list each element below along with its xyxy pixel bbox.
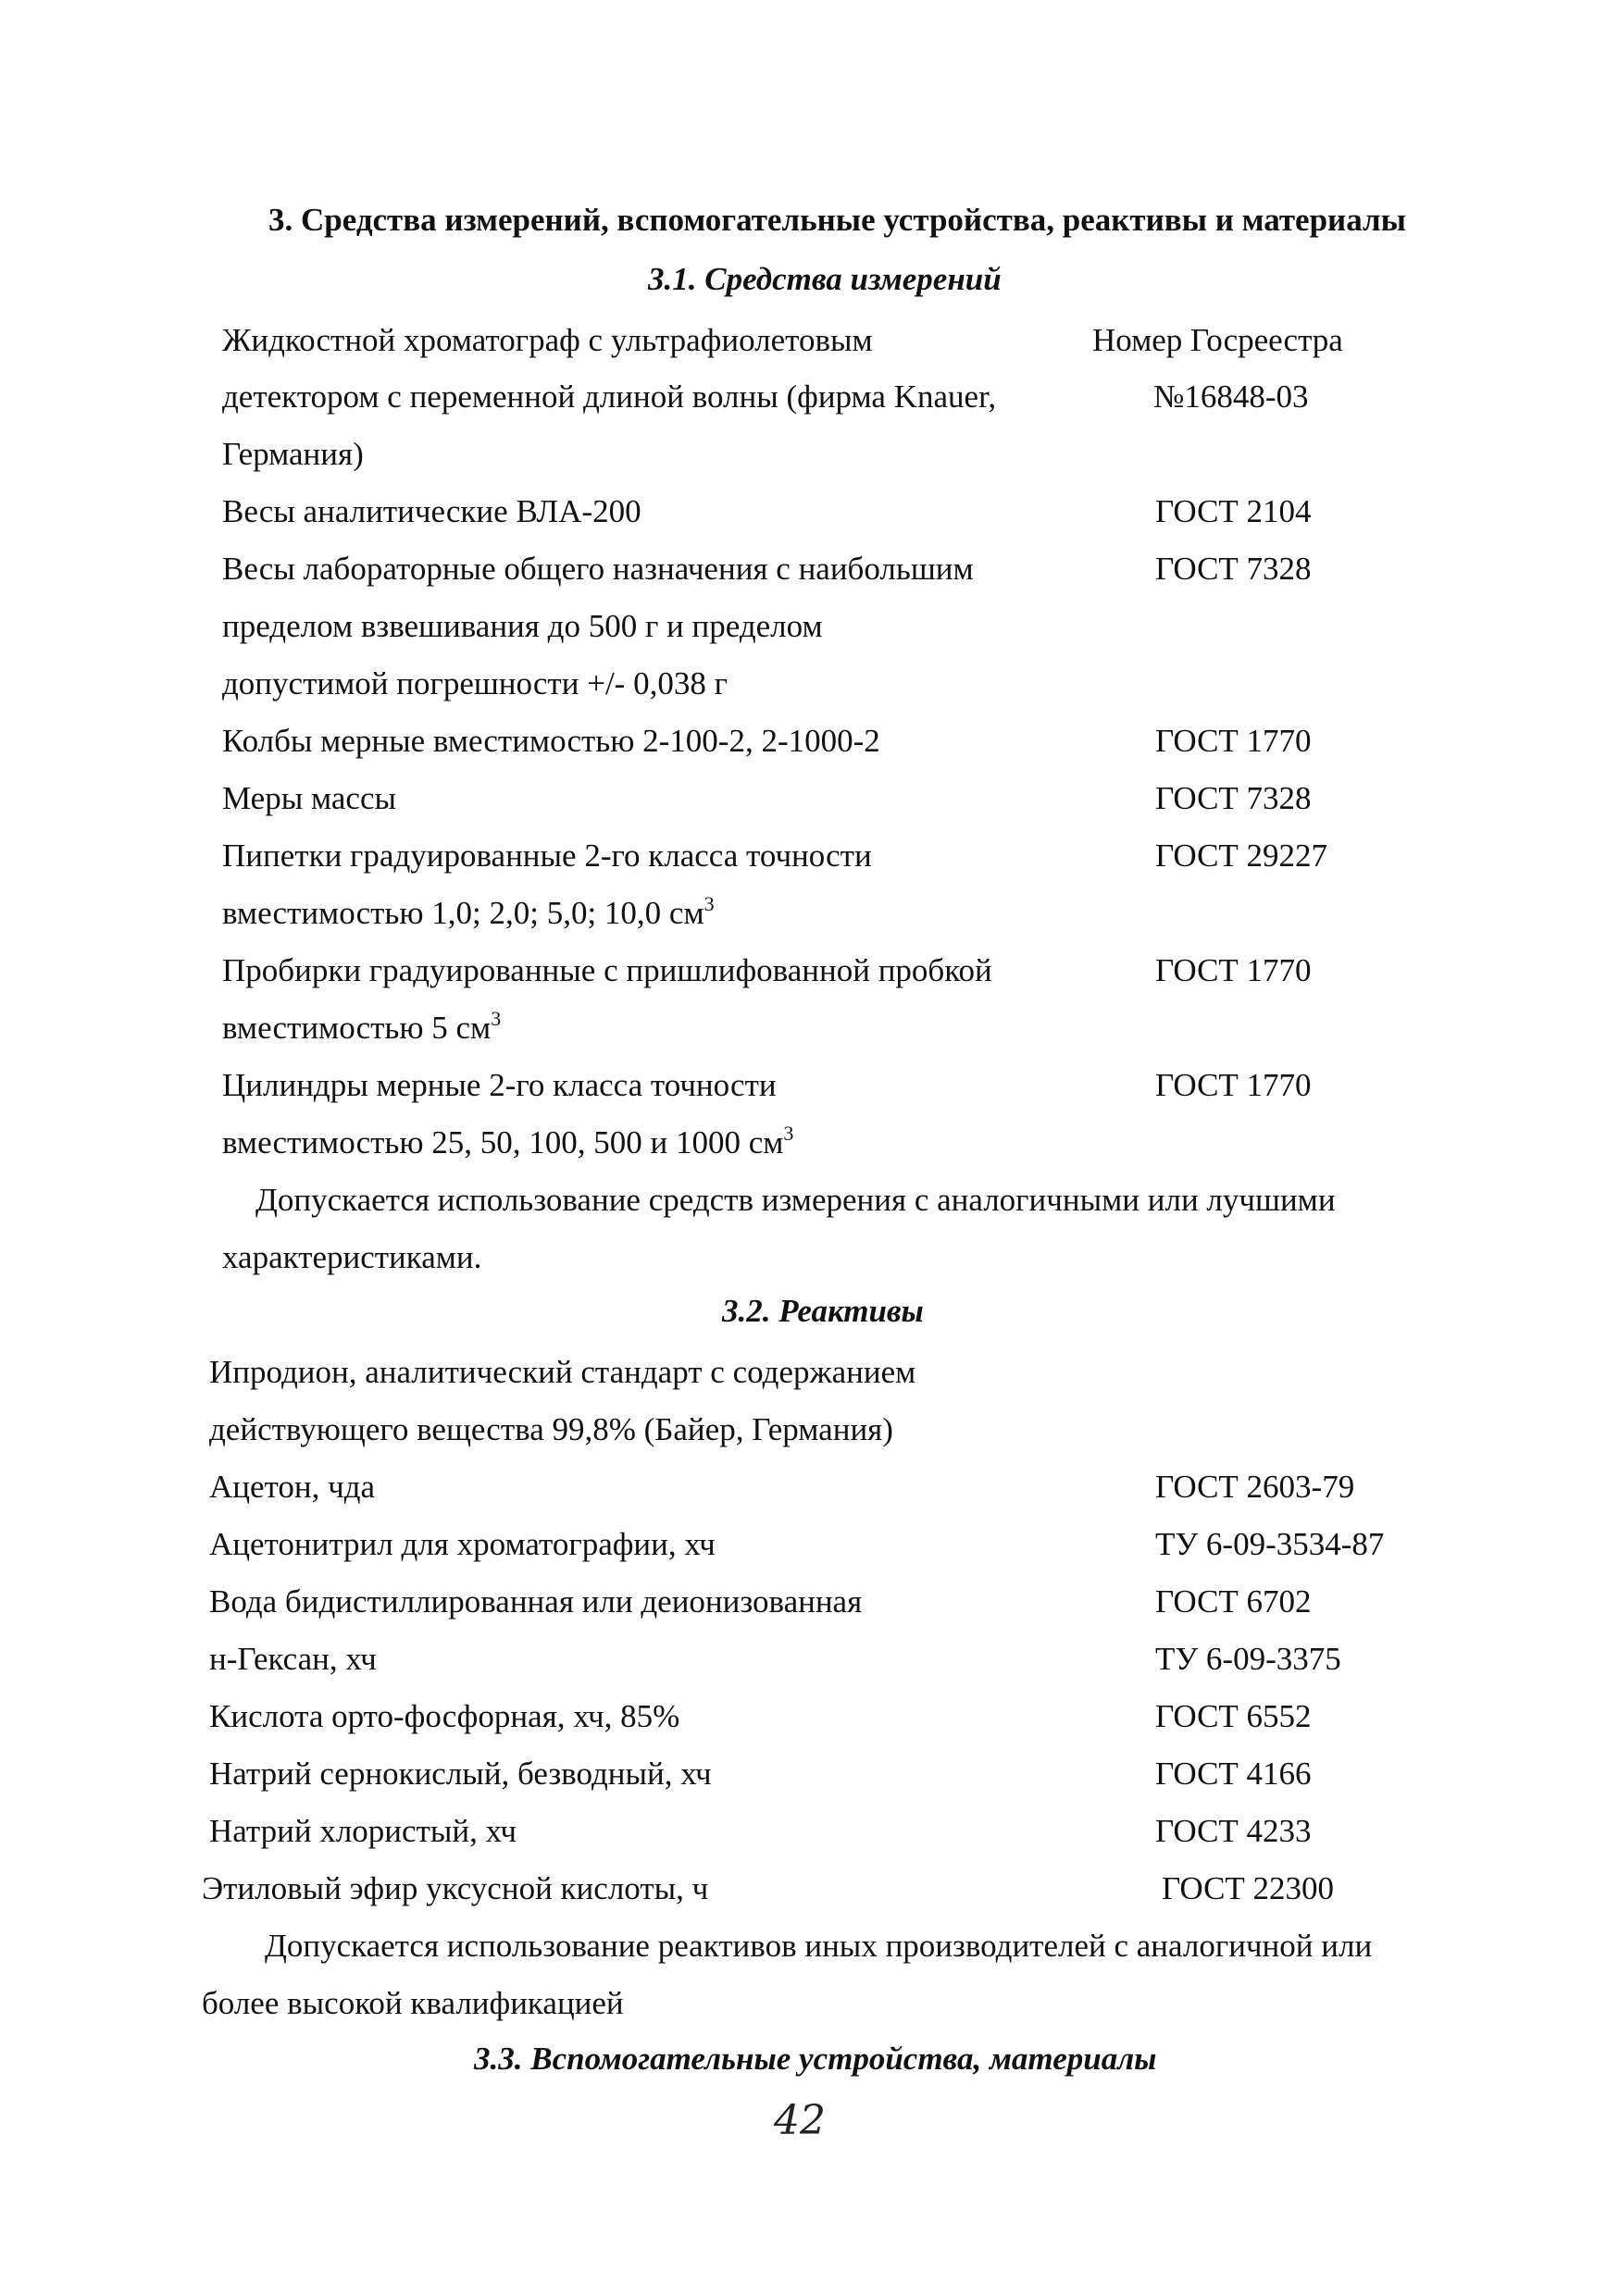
instrument-line: вместимостью 25, 50, 100, 500 и 1000 $см^3$: [222, 1122, 794, 1160]
reagent-line: Ацетонитрил для хроматографии, хч: [209, 1526, 716, 1562]
reagent-line: Ипродион, аналитический стандарт с содержанием: [209, 1354, 916, 1390]
reagents-note: Допускается использование реактивов иных производителей с аналогичной или: [265, 1928, 1373, 1964]
auxiliary-heading: 3.3. Вспомогательные устройства, материалы: [474, 2041, 1157, 2077]
reagent-ref: ГОСТ 6552: [1155, 1698, 1312, 1734]
instrument-line: допустимой погрешности +/- 0,038 г: [222, 665, 728, 701]
instrument-line: пределом взвешивания до 500 г и пределом: [222, 608, 823, 644]
reagent-line: Натрий сернокислый, безводный, хч: [209, 1756, 712, 1792]
reagent-ref: ТУ 6-09-3534-87: [1155, 1526, 1385, 1562]
instrument-ref: ГОСТ 7328: [1155, 551, 1312, 587]
instrument-line: Пробирки градуированные с пришлифованной пробкой: [222, 952, 992, 988]
instruments-note: Допускается использование средств измерения с аналогичными или лучшими: [255, 1182, 1336, 1218]
reagent-line: Вода бидистиллированная или деионизованная: [209, 1583, 863, 1620]
instrument-ref: ГОСТ 1770: [1155, 1067, 1312, 1103]
page-number: 42: [774, 2097, 826, 2144]
reagent-ref: ГОСТ 4233: [1155, 1813, 1312, 1849]
instrument-line: Цилиндры мерные 2-го класса точности: [222, 1067, 777, 1103]
instrument-line: вместимостью 1,0; 2,0; 5,0; 10,0 $см^3$: [222, 892, 715, 931]
reagent-line: Натрий хлористый, хч: [209, 1813, 517, 1849]
instruments-note: характеристиками.: [222, 1239, 482, 1275]
instrument-line: Германия): [222, 436, 364, 472]
instrument-ref: ГОСТ 1770: [1155, 723, 1312, 759]
instrument-ref: ГОСТ 2104: [1155, 493, 1312, 529]
instrument-line: Пипетки градуированные 2-го класса точности: [222, 838, 872, 874]
reagent-ref: ТУ 6-09-3375: [1155, 1641, 1341, 1677]
registry-column-header: Номер Госреестра: [1092, 322, 1343, 358]
reagent-line: н-Гексан, хч: [209, 1641, 377, 1677]
instrument-line: детектором с переменной длиной волны (фирма Knauer,: [222, 379, 997, 415]
reagent-ref: ГОСТ 2603-79: [1155, 1469, 1355, 1505]
reagents-heading: 3.2. Реактивы: [722, 1293, 924, 1329]
instrument-ref: ГОСТ 7328: [1155, 780, 1312, 816]
instrument-line: Весы лабораторные общего назначения с наибольшим: [222, 551, 974, 587]
reagent-ref: ГОСТ 22300: [1162, 1870, 1335, 1906]
section-heading: 3. Средства измерений, вспомогательные устройства, реактивы и материалы: [268, 202, 1406, 238]
reagent-line: Ацетон, чда: [209, 1469, 376, 1505]
reagent-ref: ГОСТ 6702: [1155, 1583, 1312, 1620]
instrument-line: Весы аналитические ВЛА-200: [222, 493, 641, 529]
instrument-line: вместимостью 5 $см^3$: [222, 1007, 502, 1046]
reagent-ref: ГОСТ 4166: [1155, 1756, 1312, 1792]
reagent-line: Этиловый эфир уксусной кислоты, ч: [202, 1870, 709, 1906]
instruments-heading: 3.1. Средства измерений: [648, 261, 1002, 297]
instrument-line: Колбы мерные вместимостью 2-100-2, 2-1000-2: [222, 723, 880, 759]
reagents-note: более высокой квалификацией: [202, 1985, 624, 2021]
instrument-ref: ГОСТ 1770: [1155, 952, 1312, 988]
instrument-ref: ГОСТ 29227: [1155, 838, 1328, 874]
instrument-line: Меры массы: [222, 780, 396, 816]
reagent-line: Кислота орто-фосфорная, хч, 85%: [209, 1698, 680, 1734]
reagent-line: действующего вещества 99,8% (Байер, Германия): [209, 1411, 893, 1447]
instrument-ref: №16848-03: [1153, 379, 1309, 415]
instrument-line: Жидкостной хроматограф с ультрафиолетовым: [222, 322, 873, 358]
